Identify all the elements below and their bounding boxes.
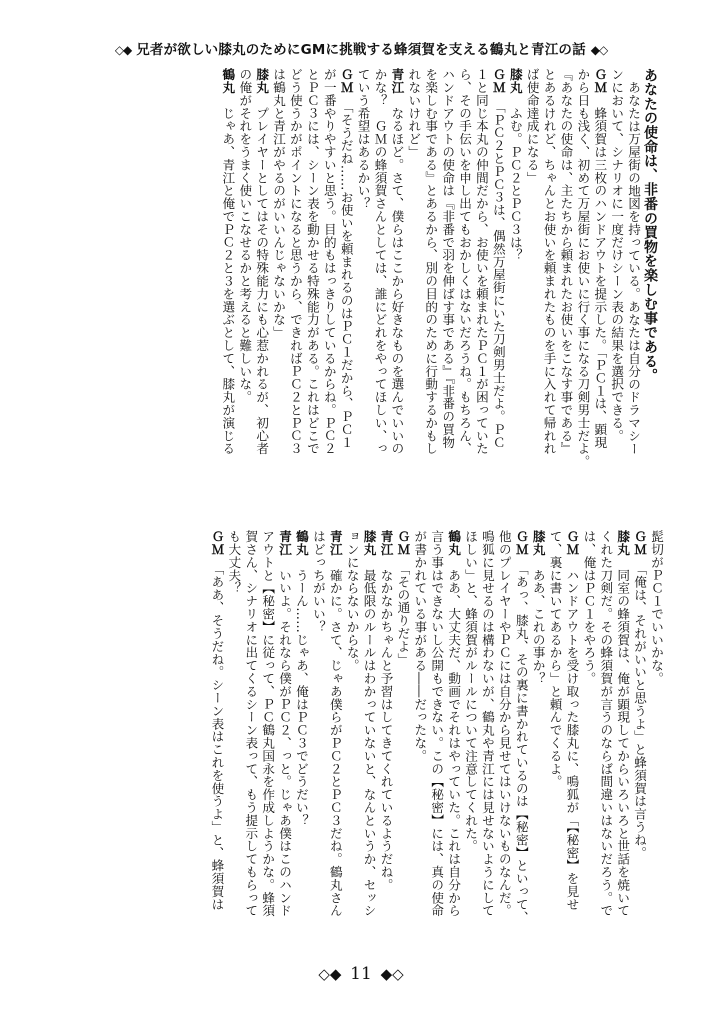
- dialogue-line: [394, 530, 411, 955]
- speaker-label: 青江: [327, 530, 343, 556]
- dialogue-text: ふむ。ＰＣ２とＰＣ３は？: [507, 106, 523, 262]
- text-line: １と同じ本丸の仲間だから、お使いを頼まれたＰＣ１が困っていた: [473, 68, 489, 455]
- speaker-label: ＧＭ: [564, 530, 580, 556]
- header-right-ornament: ◆◇: [590, 43, 608, 57]
- footer-right-ornament: ◆◇: [380, 965, 404, 983]
- text-line: ば使命達成になる」: [524, 68, 540, 185]
- text-line: とＰＣ３には、シーン表を動かせる特殊能力がある。これはどこで: [304, 68, 320, 455]
- text-line: れないけれど」: [406, 68, 422, 159]
- text-line: 『あなたの使命は、主たちから頼まれたお使いをこなす事である』: [558, 68, 574, 455]
- lower-text-block: [54, 530, 664, 955]
- text-line: くれた刀剣だ。その蜂須賀が言うのならば間違いはないだろう。で: [598, 530, 614, 917]
- speaker-label: 鶴丸: [293, 530, 309, 556]
- text-line: はどっちがいい？: [310, 530, 326, 634]
- dialogue-text: 同室の蜂須賀は、俺が顕現してからいろいろと世話を焼いて: [615, 568, 631, 918]
- dialogue-line: [529, 530, 546, 955]
- text-line: あなたは万屋街の地図を持っている。あなたは自分のドラマシー: [626, 80, 642, 455]
- text-line: を楽しむ事である』とあるから、別の目的のために行動するかもし: [423, 68, 439, 455]
- page-footer: [0, 964, 722, 984]
- mission-heading: あなたの使命は、非番の買物を楽しむ事である。: [642, 68, 658, 383]
- text-line: ていう希望はあるかい？: [355, 68, 371, 210]
- dialogue-text: ああ、これの事か？: [530, 568, 546, 685]
- dialogue-text: うーん……じゃあ、俺はＰＣ３でどうだい？: [293, 568, 309, 827]
- speaker-label: 膝丸: [615, 530, 631, 556]
- speaker-label: 膝丸: [254, 68, 270, 94]
- speaker-label: 青江: [389, 68, 405, 94]
- text-line: どう使うかがポイントになると思うから、できればＰＣ２とＰＣ３: [287, 68, 303, 455]
- text-line: は、俺はＰＣ１をやろう。: [581, 530, 597, 685]
- dialogue-text: 「俺は、それがいいと思うよ」と蜂須賀は言うね。: [632, 568, 648, 860]
- header-left-ornament: ◇◆: [114, 43, 132, 57]
- dialogue-line: [208, 530, 225, 955]
- dialogue-text: 「そうだね……お使いを頼まれるのはＰＣ１だから、ＰＣ１: [338, 106, 354, 449]
- running-header: [0, 38, 722, 58]
- text-line: て、裏に書いてあるから」と頼んでくるよ。: [547, 530, 563, 788]
- text-line: とあるけれど、ちゃんとお使いを頼まれたものを手に入れて帰れれ: [541, 68, 557, 455]
- dialogue-text: ああ、大丈夫だ、動画でそれはやっていた。これは自分から: [446, 568, 462, 918]
- text-line: ら、その手伝いを申し出てもおかしくはないだろうね。もちろん、: [457, 68, 473, 455]
- dialogue-line: [326, 530, 343, 955]
- dialogue-text: プレイヤーとしてはその特殊能力にも心惹かれるが、初心者: [254, 106, 270, 456]
- dialogue-text: ハンドアウトを受け取った膝丸に、鳴狐が「【秘密】を見せ: [564, 568, 580, 911]
- upper-text-block: [54, 68, 664, 493]
- speaker-label: ＧＭ: [632, 530, 648, 556]
- dialogue-line: [489, 68, 506, 493]
- speaker-label: ＧＭ: [209, 530, 225, 556]
- text-line: かな？ ＧＭの蜂須賀さんとしては、誰にどれをやってほしい、っ: [372, 68, 388, 455]
- speaker-label: ＧＭ: [592, 68, 608, 94]
- dialogue-line: [613, 530, 630, 955]
- text-line: 鳴狐に見せるのは構わないが、鶴丸や青江には見せないようにして: [479, 530, 495, 917]
- dialogue-line: [337, 68, 354, 493]
- speaker-label: 鶴丸: [446, 530, 462, 556]
- text-line: ハンドアウトの使命は『非番で羽を伸ばす事である』『非番の買物: [440, 68, 456, 449]
- speaker-label: 青江: [378, 530, 394, 556]
- text-line: 髭切がＰＣ１でいいかな。: [649, 530, 664, 685]
- dialogue-text: 「ＰＣ２とＰＣ３は、偶然万屋街にいた刀剣男士だよ。ＰＣ: [490, 106, 506, 449]
- dialogue-text: 最低限のルールはわかっていないと、なんというか、セッシ: [361, 568, 377, 918]
- dialogue-text: 「あっ、膝丸、その裏に書かれているのは【秘密】といって、: [513, 568, 529, 924]
- dialogue-line: [590, 68, 607, 493]
- speaker-label: 膝丸: [530, 530, 546, 556]
- dialogue-text: なるほど。さて、僕らはここから好きなものを選んでいいの: [389, 106, 405, 456]
- footer-left-ornament: ◇◆: [318, 965, 342, 983]
- header-title: 兄者が欲しい膝丸のためにGMに挑戦する蜂須賀を支える鶴丸と青江の話: [136, 42, 586, 58]
- dialogue-text: 蜂須賀は三枚のハンドアウトを提示した。「ＰＣ１は、顕現: [592, 106, 608, 449]
- text-line: は鶴丸と青江がやるのがいいんじゃないかな」: [271, 68, 287, 339]
- speaker-label: 青江: [277, 530, 293, 556]
- text-line: が一番やりやすいと思う。目的もはっきりしているからね。ＰＣ２: [321, 68, 337, 455]
- dialogue-line: [506, 68, 523, 493]
- dialogue-line: [218, 68, 235, 493]
- dialogue-line: [563, 530, 580, 955]
- dialogue-line: [512, 530, 529, 955]
- text-line: アウトと【秘密】に従って、ＰＣ鶴丸国永を作成しようかな。蜂須: [260, 530, 276, 917]
- text-line: 他のプレイヤーやＰＣには自分から見せてはいけないものなんだ。: [496, 530, 512, 917]
- speaker-label: 膝丸: [507, 68, 523, 94]
- dialogue-line: [252, 68, 269, 493]
- speaker-label: ＧＭ: [338, 68, 354, 94]
- dialogue-line: [388, 68, 405, 493]
- text-line: も大丈夫？: [226, 530, 242, 595]
- dialogue-line: [377, 530, 394, 955]
- dialogue-line: [630, 530, 647, 955]
- speaker-label: ＧＭ: [513, 530, 529, 556]
- dialogue-line: [360, 530, 377, 955]
- text-line: の俺がそれをうまく使いこなせるかと考えると難しいな。: [237, 68, 253, 404]
- speaker-label: ＧＭ: [395, 530, 411, 556]
- dialogue-text: いいよ。それなら僕がＰＣ２、っと。じゃあ僕はこのハンド: [277, 568, 293, 918]
- speaker-label: 膝丸: [361, 530, 377, 556]
- text-line: 言う事はできないし公開もできない。この【秘密】には、真の使命: [429, 530, 445, 917]
- dialogue-text: なかなかちゃんと予習はしてきてくれているようだね。: [378, 568, 394, 892]
- page-number: 11: [350, 964, 372, 984]
- text-line: ョンにならないからな。: [344, 530, 360, 672]
- dialogue-text: 「ああ、そうだね。シーン表はこれを使うよ」と、蜂須賀は: [209, 568, 225, 911]
- dialogue-text: 確かに。さて、じゃあ僕らがＰＣ２とＰＣ３だね。鶴丸さん: [327, 568, 343, 918]
- dialogue-line: [275, 530, 292, 955]
- text-line: ほしい」と、蜂須賀がルールについて注意してくれた。: [463, 530, 479, 853]
- text-line: ンにおいて、シナリオに一度だけシーン表の結果を選択できる。: [609, 68, 625, 443]
- text-line: が書かれている事がある――だったな。: [412, 530, 428, 763]
- speaker-label: 鶴丸: [220, 68, 236, 94]
- dialogue-text: 「その通りだよ」: [395, 568, 411, 666]
- dialogue-text: じゃあ、青江と俺でＰＣ２と３を選ぶとして、膝丸が演じる: [220, 106, 236, 456]
- text-line: から日も浅く、初めて万屋街にお使いに行く事になる刀剣男士だよ。: [575, 68, 591, 468]
- text-line: 賀さん、シナリオに出てくるシーン表って、もう提示してもらって: [243, 530, 259, 917]
- dialogue-line: [292, 530, 309, 955]
- speaker-label: ＧＭ: [490, 68, 506, 94]
- dialogue-line: [444, 530, 461, 955]
